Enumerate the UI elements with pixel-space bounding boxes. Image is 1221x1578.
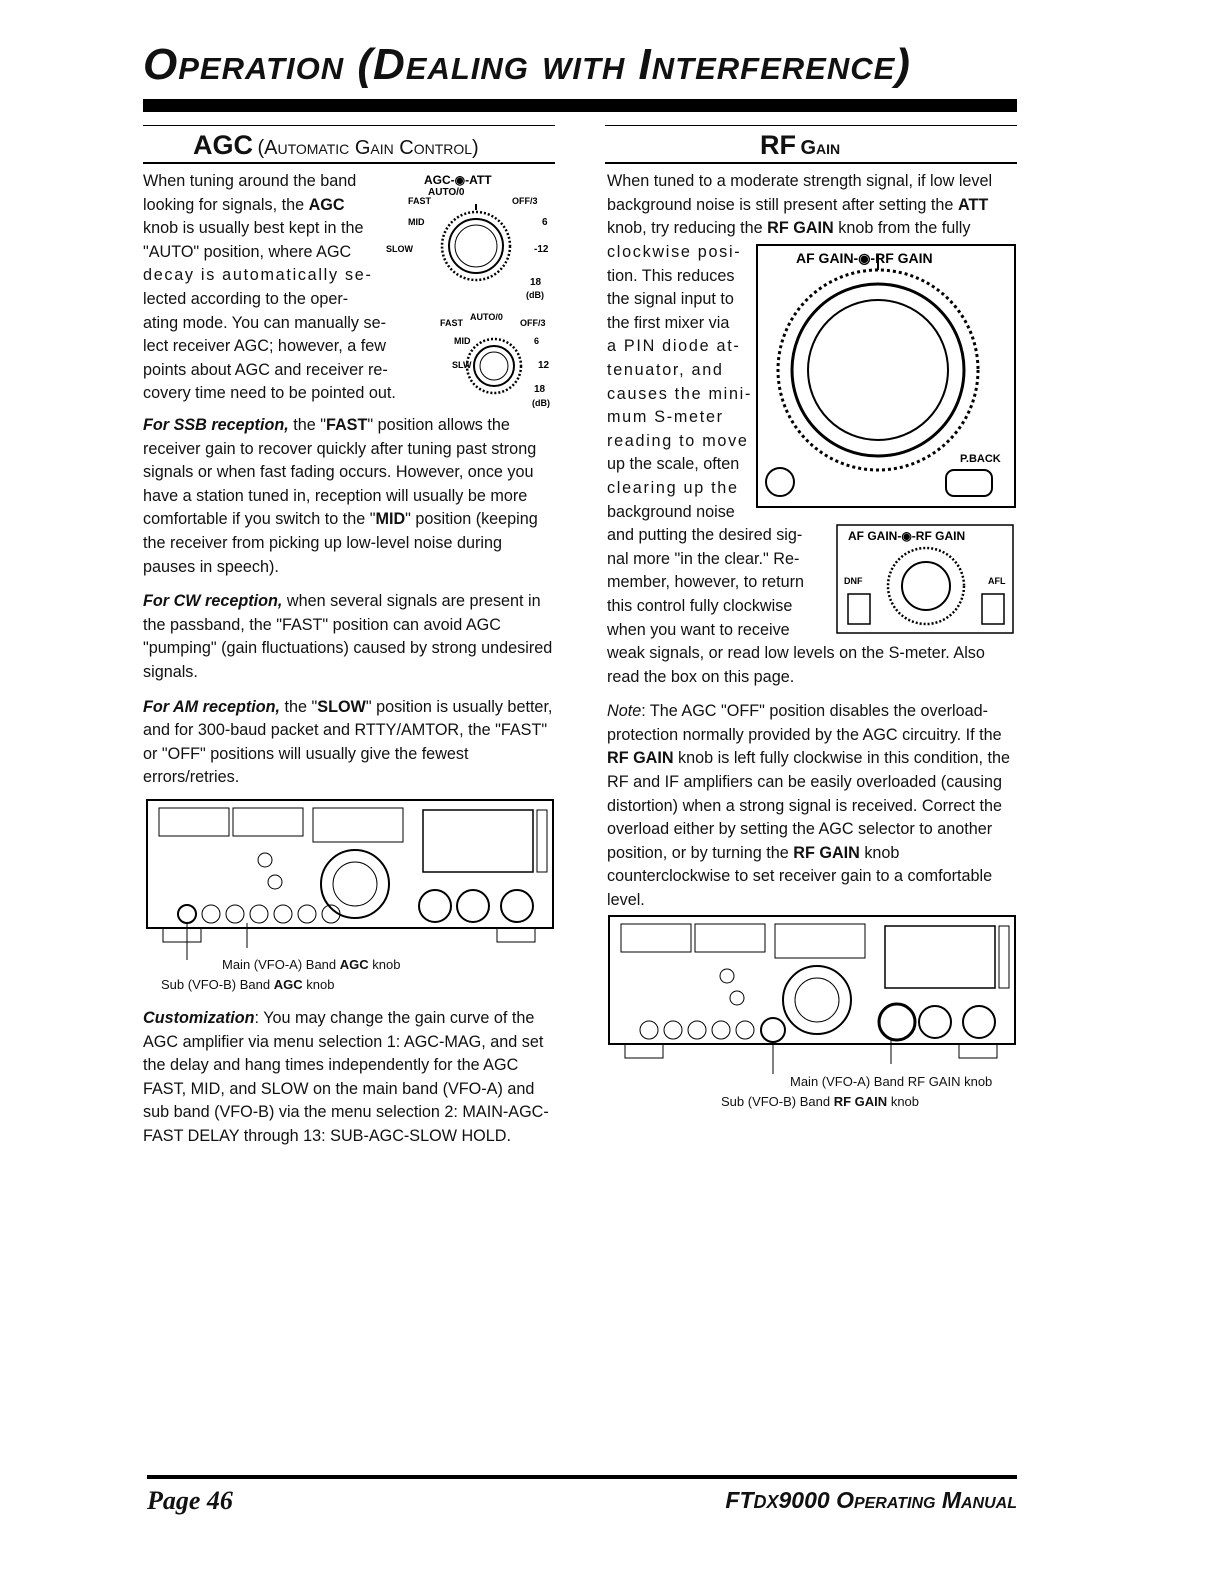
rf-intro	[607, 170, 1019, 241]
rf-line: When tuned to a moderate strength signal, if low level	[607, 172, 993, 190]
agc-keyword: AGC	[308, 195, 345, 214]
rf-end-paragraph: weak signals, or read low levels on the S-meter. Also read the box on this page.	[607, 644, 985, 686]
agc-section	[143, 125, 555, 164]
manual-title: FTDX9000 Operating Manual	[725, 1487, 1017, 1513]
svg-text:12: 12	[538, 360, 550, 371]
agc-intro-line: looking for signals, the AGC	[143, 195, 345, 214]
svg-text:MID: MID	[454, 336, 471, 346]
svg-text:OFF/3: OFF/3	[520, 318, 546, 328]
svg-text:18: 18	[534, 384, 546, 395]
agc-intro-line: ating mode. You can manually se-	[143, 313, 386, 332]
svg-text:FAST: FAST	[440, 318, 464, 328]
svg-text:SLW: SLW	[452, 360, 472, 370]
svg-text:P.BACK: P.BACK	[960, 453, 1001, 465]
svg-text:DNF: DNF	[844, 576, 863, 586]
rf-wrap-text: clockwise posi- tion. This reduces the signal input to the first mixer via a PIN diode at- tenuator, and causes the mini- mum S-meter reading to move up the scale, often clearing up the background noise and putting the desired sig- nal more "in the clear." Re- member, however, to return this control fully clockwise when you want to receive	[607, 243, 805, 639]
svg-text:OFF/3: OFF/3	[512, 196, 538, 206]
rf-heading-sub: Gain	[800, 137, 841, 159]
agc-intro-line: lected according to the oper-	[143, 289, 349, 308]
agc-knob-illustration	[356, 170, 556, 310]
svg-text:AF GAIN-◉-RF GAIN: AF GAIN-◉-RF GAIN	[848, 529, 966, 543]
sub-rf-gain-knob-illustration	[836, 524, 1016, 636]
svg-text:-12: -12	[534, 244, 549, 255]
title-main: Operation	[143, 40, 345, 89]
rf-note-paragraph: Note: The AGC "OFF" position disables the overload-protection normally provided by the AGC circuitry. If the RF GAIN knob is left fully clockwise in this condition, the RF and IF amplifiers can be easily overloaded (causing distortion) when a strong signal is received. Correct the overload either by setting the AGC selector to another position, or by turning the RF GAIN knob counterclockwise to set receiver gain to a comfortable level.	[607, 702, 1011, 909]
rf-line: background noise is still present after setting the ATT	[607, 195, 989, 214]
radio-front-panel-illustration-agc	[145, 798, 555, 960]
rf-gain-heading	[605, 125, 1017, 164]
svg-text:MID: MID	[408, 217, 425, 227]
radio-front-panel-illustration-rf	[607, 914, 1017, 1074]
agc-intro-line: "AUTO" position, where AGC	[143, 242, 352, 261]
rf-knob-label: AF GAIN-◉-RF GAIN	[796, 250, 933, 266]
agc-ssb-paragraph: For SSB reception, the "FAST" position allows the receiver gain to recover quickly after tuning past strong signals or when fast fading occurs. However, once you have a station tuned in, reception will usually be more comfortable if you switch to the "MID" position (keeping the receiver from picking up low-level noise during pauses in speech).	[143, 416, 538, 576]
svg-text:AFL: AFL	[988, 576, 1006, 586]
svg-text:6: 6	[534, 336, 540, 346]
agc-intro-line: knob is usually best kept in the	[143, 219, 364, 238]
ssb-lead: For SSB reception,	[143, 416, 289, 434]
page-title	[143, 40, 911, 90]
svg-text:(dB): (dB)	[532, 398, 550, 408]
page-number: Page 46	[147, 1486, 233, 1515]
rf-line: knob, try reducing the RF GAIN knob from the fully	[607, 219, 971, 238]
agc-intro-line: decay is automatically se-	[143, 266, 373, 285]
agc-heading-main: AGC	[193, 130, 253, 160]
agc-caption-sub: Sub (VFO-B) Band AGC knob	[161, 977, 335, 992]
agc-caption-main: Main (VFO-A) Band AGC knob	[222, 957, 401, 972]
customization-lead: Customization	[143, 1009, 255, 1027]
svg-text:18: 18	[530, 277, 542, 288]
svg-text:AUTO/0: AUTO/0	[470, 312, 503, 322]
agc-body	[143, 414, 555, 801]
svg-text:(dB): (dB)	[526, 290, 544, 300]
am-lead: For AM reception,	[143, 697, 281, 716]
rf-caption-main: Main (VFO-A) Band RF GAIN knob	[790, 1074, 993, 1089]
agc-heading-sub: (Automatic Gain Control)	[257, 137, 479, 159]
agc-cw-paragraph: For CW reception, when several signals are present in the passband, the "FAST" position can avoid AGC "pumping" (gain fluctuations) caused by strong undesired signals.	[143, 592, 553, 681]
title-rule	[143, 99, 1017, 112]
agc-heading	[143, 125, 555, 164]
svg-text:6: 6	[542, 217, 548, 228]
svg-text:SLOW: SLOW	[386, 244, 413, 254]
agc-intro-line: When tuning around the band	[143, 172, 357, 190]
agc-intro-line: covery time need to be pointed out.	[143, 384, 396, 403]
svg-text:AUTO/0: AUTO/0	[428, 187, 465, 198]
rf-caption-sub: Sub (VFO-B) Band RF GAIN knob	[721, 1094, 920, 1109]
rf-gain-knob-illustration	[756, 244, 1018, 510]
title-paren: (Dealing with Interference)	[357, 40, 911, 89]
agc-customization: Customization: You may change the gain curve of the AGC amplifier via menu selection 1: AGC-MAG, and set the delay and hang times independently for the AGC FAST, MID, and SLOW on the main band (VFO-A) and sub band (VFO-B) via the menu selection 2: MAIN-AGC-FAST DELAY through 13: SUB-AGC-SLOW HOLD.	[143, 1009, 549, 1145]
rf-gain-section	[605, 125, 1017, 164]
rf-continuation	[607, 642, 1019, 924]
footer-rule	[147, 1475, 1017, 1479]
agc-intro-line: points about AGC and receiver re-	[143, 360, 388, 379]
agc-knob-top-label: AGC-◉-ATT	[424, 173, 492, 187]
note-lead: Note	[607, 702, 642, 721]
agc-intro-line: lect receiver AGC; however, a few	[143, 337, 386, 356]
rf-heading-main: RF	[760, 130, 796, 160]
svg-text:FAST: FAST	[408, 196, 432, 206]
agc-am-paragraph: For AM reception, the "SLOW" position is usually better, and for 300-baud packet and RTTY/AMTOR, the "FAST" or "OFF" positions will usually give the fewest errors/retries.	[143, 697, 553, 787]
sub-agc-knob-illustration	[436, 306, 556, 412]
cw-lead: For CW reception,	[143, 592, 283, 611]
